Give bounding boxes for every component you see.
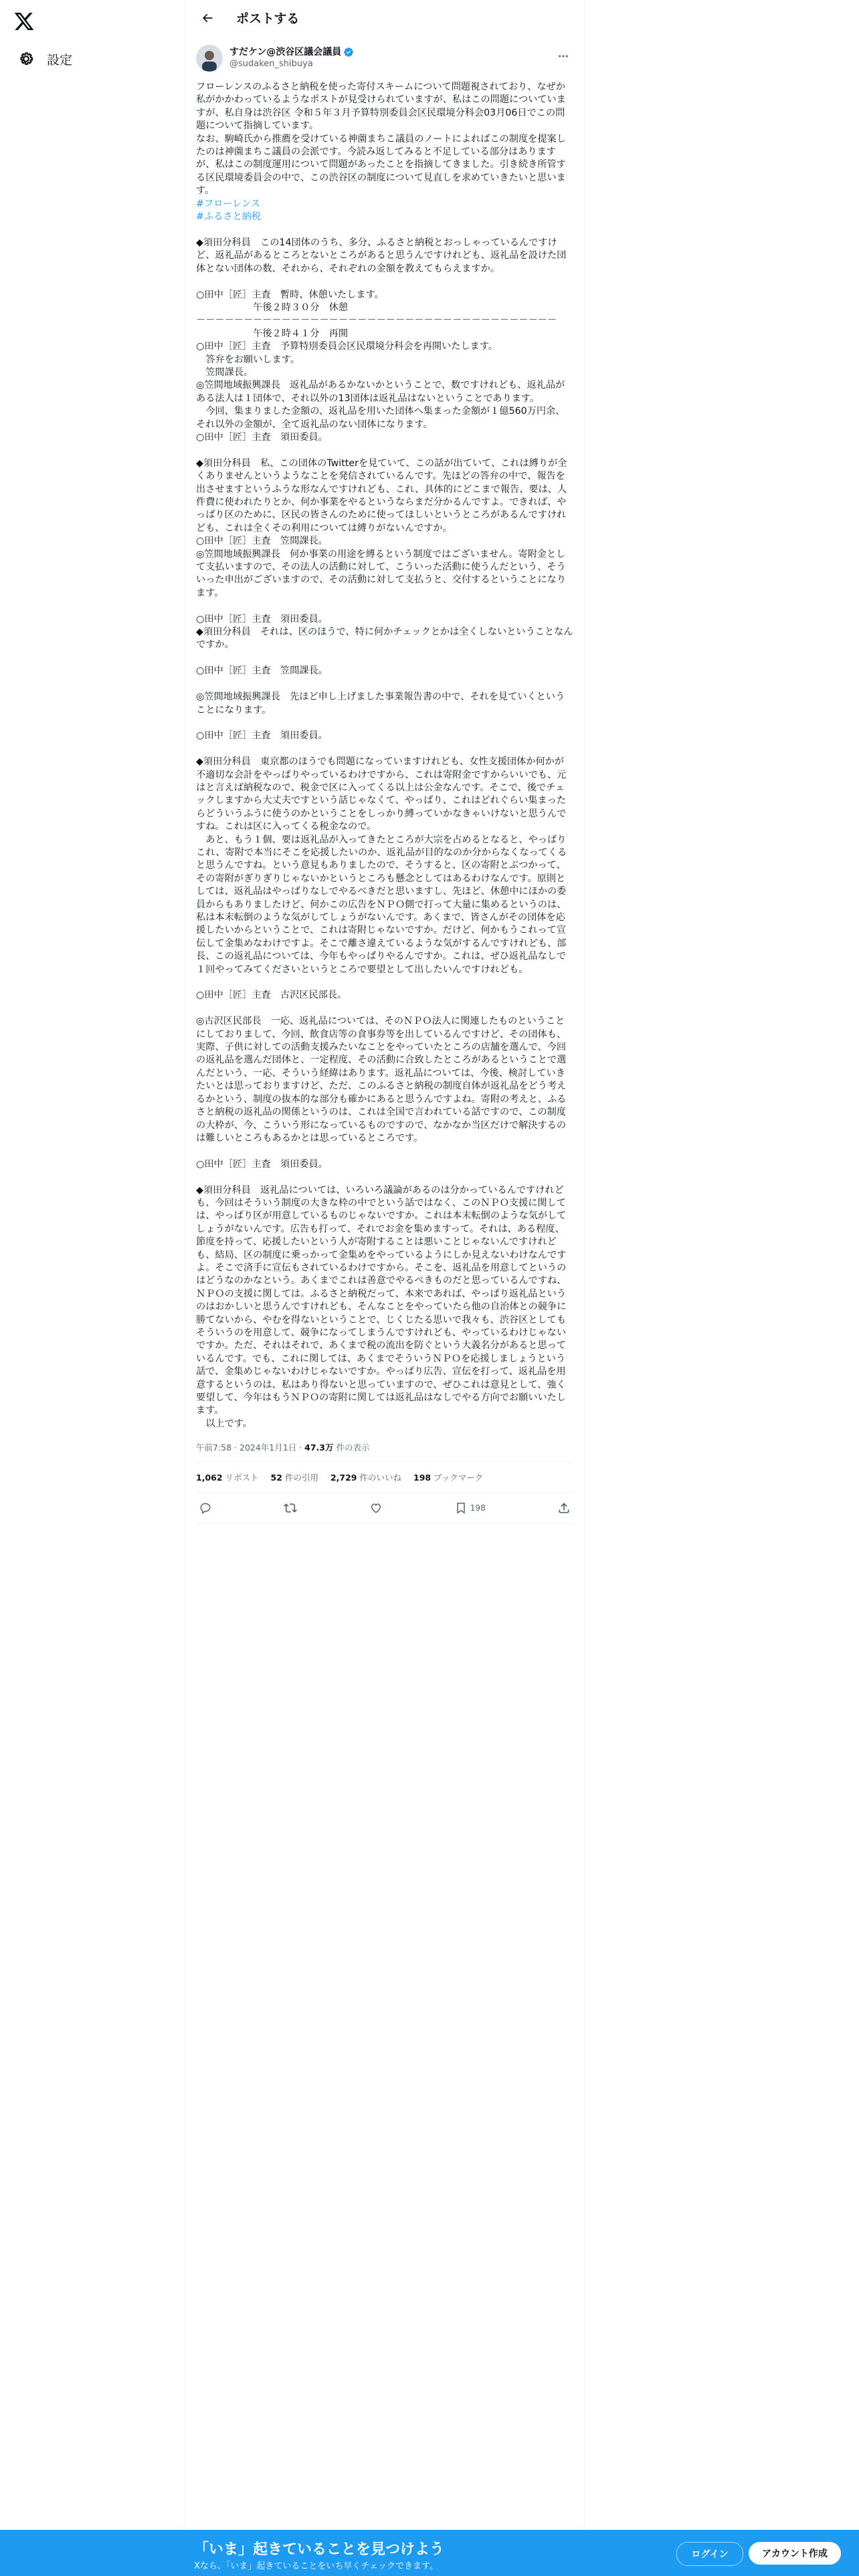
- post: [185, 35, 584, 1523]
- main-column: [185, 0, 585, 2576]
- more-icon: [557, 50, 569, 62]
- bookmark-button[interactable]: [454, 1501, 486, 1515]
- x-logo-icon[interactable]: [13, 11, 37, 35]
- verified-badge-icon: [343, 47, 354, 58]
- author-handle[interactable]: @sudaken_shibuya: [229, 59, 313, 69]
- signup-banner: [0, 2530, 859, 2576]
- reply-icon: [199, 1501, 212, 1515]
- banner-subtitle: Xなら、「いま」起きていることをいち早くチェックできます。: [194, 2561, 438, 2571]
- settings-label: 設定: [47, 52, 73, 68]
- banner-title: 「いま」起きていることを見つけよう: [194, 2541, 445, 2558]
- display-name[interactable]: [229, 46, 354, 58]
- share-icon: [557, 1501, 571, 1515]
- bookmark-count: 198: [470, 1503, 486, 1513]
- hashtag-link[interactable]: #ふるさと納税: [196, 211, 262, 223]
- repost-button[interactable]: [284, 1501, 297, 1515]
- post-date[interactable]: 2024年1月1日: [240, 1442, 297, 1453]
- bookmarks-stat[interactable]: 198 ブックマーク: [413, 1473, 484, 1483]
- views-count: 47.3万: [304, 1442, 334, 1453]
- post-meta: 午前7:58 · 2024年1月1日 · 47.3万 件の表示: [196, 1441, 573, 1462]
- heart-icon: [369, 1501, 383, 1515]
- post-author: [196, 43, 573, 73]
- reposts-stat[interactable]: 1,062 リポスト: [196, 1473, 259, 1483]
- more-options-button[interactable]: [553, 46, 573, 66]
- share-button[interactable]: [557, 1501, 571, 1515]
- post-stats: [196, 1462, 573, 1493]
- page-header: [185, 0, 584, 35]
- repost-icon: [284, 1501, 297, 1515]
- gear-icon: [17, 50, 35, 68]
- left-rail: [0, 0, 185, 2576]
- login-button[interactable]: ログイン: [676, 2542, 743, 2566]
- display-name-text: すだケン@渋谷区議会議員: [229, 47, 342, 58]
- arrow-left-icon: [201, 11, 214, 25]
- bookmark-icon: [454, 1501, 468, 1515]
- back-button[interactable]: [196, 7, 219, 29]
- post-text: フローレンスのふるさと納税を使った寄付スキームについて問題視されており、なぜか私がかかわっているようなポストが見受けられていますが、私はこの問題についていますが、私自身は渋谷区 令和５年３月予算特別委員会区民環境分科会03月06日でこの問題について指摘しています。 なお、駒崎氏から推薦を受けている神薗まちこ議員のノートによればこの制度を提案したのは神薗まちこ議員の会派です。今読み返してみると不足している部分はありますが、私はこの制度運用について問題があったことを指摘してきました。引き続き所管する区民環境委員会の中で、この渋谷区の制度について見直しを求めていきたいと思います。: [196, 82, 566, 197]
- post-actions: [196, 1493, 573, 1523]
- like-button[interactable]: [369, 1501, 383, 1515]
- post-time[interactable]: 午前7:58: [196, 1442, 232, 1453]
- page-title: ポストする: [236, 11, 300, 26]
- views-label: 件の表示: [336, 1442, 370, 1453]
- avatar[interactable]: [196, 45, 223, 72]
- likes-stat[interactable]: 2,729 件のいいね: [330, 1473, 401, 1483]
- quotes-stat[interactable]: 52 件の引用: [270, 1473, 318, 1483]
- signup-button[interactable]: アカウント作成: [749, 2542, 841, 2565]
- reply-button[interactable]: [199, 1501, 212, 1515]
- hashtag-link[interactable]: #フローレンス: [196, 198, 260, 209]
- post-quote-text: ◆須田分科員 この14団体のうち、多分、ふるさと納税とおっしゃっているんですけど、返礼品があるところとないところがあると思うんですけれども、返礼品を設けた団体とない団体の数、それから、それぞれの金額を教えてもらえますか。 ○田中［匠］主査 暫時、休憩いたします。 午後２時３０分 休憩 －－－－－－－－－－－－－－－－－－－－－－－－－－－－－－－－－－－－－－ 午後２時４１分 再開 ○田中［匠］主査 予算特別委員会区民環境分科会を再開いたします。 答弁をお願いします。 笠間課長。 ◎笠間地域振興課長 返礼品があるかないかということで、数ですけれども、返礼品がある法人は１団体で、それ以外の13団体は返礼品はないということであります。 今回、集まりました金額の、返礼品を用いた団体へ集まった金額が１億560万円余、それ以外の金額が、全て返礼品のない団体になります。 ○田中［匠］主査 須田委員。 ◆須田分科員 私、この団体のTwitterを見ていて、この話が出ていて、これは縛りが全くありませんというようなことを発信されているんです。先ほどの答弁の中で、報告を出させますというふうな形なんですけれども、これ、具体的にどこまで報告、要は、人件費に使われたりとか、何か事業をやるというならまだ分かるんですよ。できれば、やっぱり区のために、区民の皆さんのために使ってほしいというところがあるんですけれども、これは全くその利用については縛りがないんですか。 ○田中［匠］主査 笠間課長。 ◎笠間地域振興課長 何か事業の用途を縛るという制度ではございません。寄附金として支払いますので、その法人の活動に対して、こういった活動に使うんだという、そういった申出がございますので、その活動に対して支払うと、交付するということになります。 ○田中［匠］主査 須田委員。 ◆須田分科員 それは、区のほうで、特に何かチェックとかは全くしないということなんですか。 ○田中［匠］主査 笠間課長。 ◎笠間地域振興課長 先ほど申し上げました事業報告書の中で、それを見ていくということになります。 ○田中［匠］主査 須田委員。 ◆須田分科員 東京都のほうでも問題になっていますけれども、女性支援団体か何かが不適切な会計をやっぱりやっているわけですから、これは寄附金ですからいいでも、元はと言えば納税なので、税金で区に入ってくる以上は公金なんです。そこで、後でチェックしますから大丈夫ですという話じゃなくて、やっぱり、これはどれぐらい集まったらどういうふうに使うのかということをしっかり縛っていかなきゃいけないと思うんですね。これは区に入ってくる税金なので。 あと、もう１個、要は返礼品が入ってきたところが大宗を占めるとなると、やっぱりこれ、寄附で本当にそこを応援したいのか、返礼品が目的なのか分からなくなってくると思うんですね。という意見もありましたので、そうすると、区の寄附とぶつかって、その寄附がぎりぎりじゃないかというところも懸念としてはあるわけなんです。原則としては、返礼品はやっぱりなしでやるべきだと思いますし、先ほど、休憩中にほかの委員からもありましたけど、何かこの広告をＮＰＯ側で打って大量に集めるというのは、私は本末転倒のような気がしてしょうがないんです。あくまで、皆さんがその団体を応援したいからということで、これは寄附じゃないですか。だけど、何かもうこれって宣伝して金集めなわけですよ。そこで離さ違えているような気がするんですけれども、部長、この返礼品については、今年もやっぱりやるんですか。これは、ぜひ返礼品なしで１回やってみてくださいというところで要望として出したいんですけれども。 ○田中［匠］主査 古沢区民部長。 ◎古沢区民部長 一応、返礼品については、そのＮＰＯ法人に関連したものということにしておりまして、今回、飲食店等の食事券等を出しているんですけど、その団体も、実際、子供に対しての活動支援みたいなことをやっていたところの店舗を選んで、今回の返礼品を選んだ団体と、一定程度、その活動に合致したところがあるということで選んだという、一応、そういう経緯はあります。返礼品については、今後、検討していきたいとは思っておりますけど、ただ、このふるさと納税の制度自体が返礼品をどう考えるかという、制度の抜本的な部分も確かにあると思うんですよね。寄附の考えと、ふるさと納税の返礼品の関係というのは、これは全国で言われている話ですので、この制度の大枠が、今、こういう形になっているものですので、なかなか当区だけで解決するのは難しいところもあるかとは思っているところです。 ○田中［匠］主査 須田委員。 ◆須田分科員 返礼品については、いろいろ議論があるのは分かっているんですけれども、今回はそういう制度の大きな枠の中でという話ではなく、このＮＰＯ支援に関しては、やっぱり区が用意しているものじゃないですか。これは本末転倒のような気がしてしょうがないんです。広告も打って、それでお金を集めますって。それは、ある程度、節度を持って、応援したいという人が寄附することは悪いことじゃないんですけれども、結局、区の制度に乗っかって金集めをやっているようにしか見えないわけなんですよ。そこで済手に宣伝もされているわけですから。そこを、返礼品を用意してというのはどうなのかなという。あくまでこれは善意でやるべきものだと思っているんですね、ＮＰＯの支援に関しては。ふるさと納税だって、本来であれば、やっぱり返礼品というのはおかしいと思うんですけれども、そんなことをやっていたら他の自治体との競争に勝てないから、やむを得ないということで、じくじたる思いで我々も、渋谷区としてもそういうのを用意して、競争になってしまうんですけれども、やっているわけじゃないですか。ただ、それはそれで、あくまで税の流出を防ぐという大義名分があると思っているんです。でも、これに関しては、あくまでそういうＮＰＯを応援しましょうという話で、金集めじゃないわけじゃないですか。やっぱり広告、宣伝を打って、返礼品を用意するというのは、私はあり得ないと思っていますので、ぜひこれは意見として、強く要望して、今年はもうＮＰＯの寄附に関しては返礼品はなしでやる方向でお願いいたします。 以上です。: [196, 237, 573, 1429]
- settings-link[interactable]: [9, 44, 80, 74]
